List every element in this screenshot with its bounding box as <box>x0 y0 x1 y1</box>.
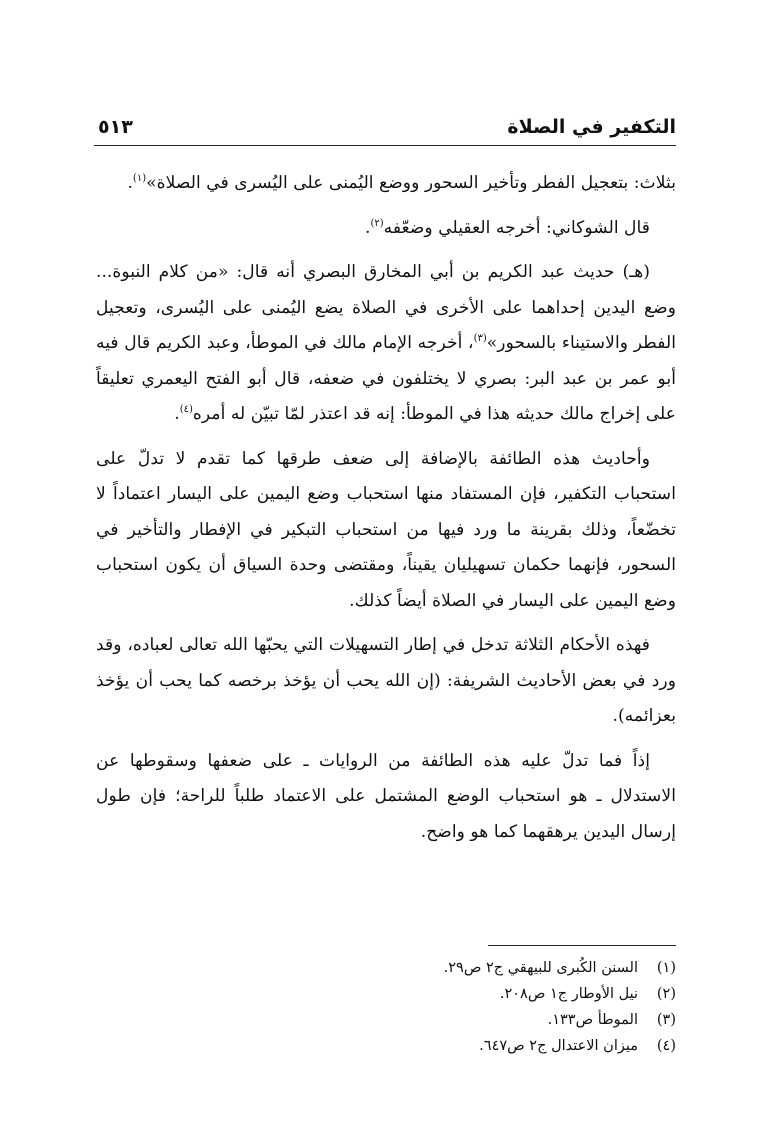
footnote-number: (٢) <box>656 986 676 1002</box>
footnote-number: (٤) <box>656 1038 676 1054</box>
footnote <box>96 981 676 1007</box>
footnote-text: الموطأ ص١٣٣. <box>547 1012 638 1028</box>
footnote-text: نيل الأوطار ج١ ص٢٠٨. <box>499 986 638 1002</box>
footnote-rule <box>488 945 676 946</box>
footnote <box>96 1007 676 1033</box>
footnote-text: ميزان الاعتدال ج٢ ص٦٤٧. <box>479 1038 638 1054</box>
paragraph: قال الشوكاني: أخرجه العقيلي وضعّفه$^{(٢)}$. <box>364 217 650 238</box>
footnote-number: (٣) <box>656 1012 676 1028</box>
page-number: ٥١٣ <box>98 116 133 138</box>
paragraph: إذاً فما تدلّ عليه هذه الطائفة من الروايات ـ على ضعفها وسقوطها عن الاستدلال ـ هو استحباب الوضع المشتمل على الاعتماد طلباً للراحة؛ فإن طول إرسال اليدين يرهقهما كما هو واضح. <box>96 750 676 842</box>
footnotes <box>96 955 676 1059</box>
paragraph: بثلاث: بتعجيل الفطر وتأخير السحور ووضع اليُمنى على اليُسرى في الصلاة»$^{(١)}$. <box>127 173 676 193</box>
header-rule <box>94 145 676 146</box>
footnote-ref: (٢) <box>370 217 384 229</box>
main-text <box>96 166 676 859</box>
footnote-ref: (٣) <box>473 333 487 344</box>
footnote-number: (١) <box>656 960 676 976</box>
paragraph: فهذه الأحكام الثلاثة تدخل في إطار التسهيلات التي يحبّها الله تعالى لعباده، وقد ورد في بعض الأحاديث الشريفة: (إن الله يحب أن يؤخذ برخصه كما يحب أن يؤخذ بعزائمه). <box>96 635 676 726</box>
footnote <box>96 955 676 981</box>
paragraph: وأحاديث هذه الطائفة بالإضافة إلى ضعف طرقها كما تقدم لا تدلّ على استحباب التكفير، فإن المستفاد منها استحباب وضع اليمين على اليسار اعتماداً لا تخضّعاً، وذلك بقرينة ما ورد فيها من استحباب التبكير في الإفطار والتأخير في السحور، فإنهما حكمان تسهيليان يقيناً، ومقتضى وحدة السياق أن يكون استحباب وضع اليمين على اليسار في الصلاة أيضاً كذلك. <box>96 448 676 611</box>
footnote-ref: (١) <box>132 173 147 184</box>
running-title: التكفير في الصلاة <box>507 116 676 138</box>
footnote-text: السنن الكُبرى للبيهقي ج٢ ص٢٩. <box>443 960 638 976</box>
paragraph: (هـ) حديث عبد الكريم بن أبي المخارق البصري أنه قال: «من كلام النبوة... وضع اليدين إحداهما على الأخرى في الصلاة يضع اليُمنى على اليُسرى، وتعجيل الفطر والاستيناء بالسحور»$^{(٣)}$، أخرجه الإمام مالك في الموطأ، وعبد الكريم قال فيه أبو عمر بن عبد البر: بصري لا يختلفون في ضعفه، قال أبو الفتح اليعمري تعليقاً على إخراج مالك حديثه هذا في الموطأ: إنه قد اعتذر لمّا تبيّن له أمره$^{(٤)}$. <box>96 262 676 424</box>
footnote <box>96 1033 676 1059</box>
footnote-ref: (٤) <box>179 404 193 415</box>
page-header <box>98 94 676 138</box>
